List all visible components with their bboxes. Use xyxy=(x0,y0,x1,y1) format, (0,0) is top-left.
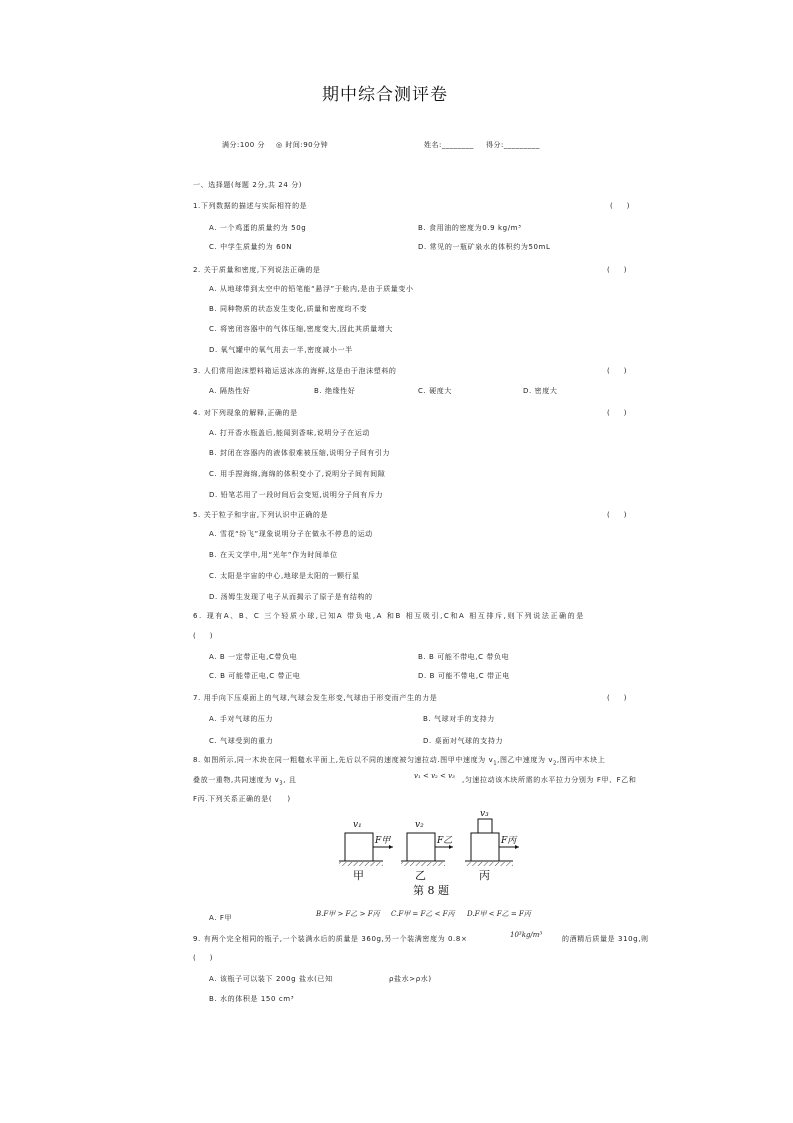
question-3: 3. 人们常用泡沫塑料箱运送冰冻的海鲜,这是由于泡沫塑料的 xyxy=(193,367,397,375)
q3-option-b: B. 绝缘性好 xyxy=(314,387,356,395)
force-label-bing: F丙 xyxy=(501,836,517,846)
weight-bing xyxy=(478,819,492,833)
q2-option-a: A. 从地球带到太空中的铅笔能“悬浮”于舱内,是由于质量变小 xyxy=(209,285,414,293)
answer-paren-9: ( ) xyxy=(193,954,213,962)
q8-text-1a: 8. 如图所示,同一木块在同一粗糙水平面上,先后以不同的速度被匀速拉动.图甲中速度为 v xyxy=(193,756,494,764)
figure-label-bing: 丙 xyxy=(479,869,490,882)
question-9-part-c: 的酒精后质量是 310g,则 xyxy=(562,935,649,943)
q8-sub-2: 2 xyxy=(553,760,557,767)
figure-label-yi: 乙 xyxy=(415,869,426,882)
q8-text-2b: , 且 xyxy=(283,776,297,784)
q8-text-1c: ,图丙中木块上 xyxy=(556,756,606,764)
q1-option-a: A. 一个鸡蛋的质量约为 50g xyxy=(209,224,307,232)
q6-option-b: B. B 可能不带电,C 带负电 xyxy=(418,653,510,661)
q8-text-1b: ,图乙中速度为 v xyxy=(497,756,554,764)
section-heading: 一、选择题(每题 2分,共 24 分) xyxy=(193,181,303,189)
figure-jia xyxy=(339,820,393,882)
ground-hatch-yi xyxy=(401,862,445,866)
q5-option-b: B. 在天文学中,用“光年”作为时间单位 xyxy=(209,551,338,559)
question-6: 6. 现有A、B、C 三个轻质小球,已知A 带负电,A 和B 相互吸引,C和A 相互排斥,则下列说法正确的是 xyxy=(193,612,585,620)
velocity-label-yi: v₂ xyxy=(415,820,424,830)
q4-option-b: B. 封闭在容器内的液体很难被压缩,说明分子间有引力 xyxy=(209,449,391,457)
q7-option-a: A. 手对气球的压力 xyxy=(209,715,274,723)
question-5: 5. 关于粒子和宇宙,下列认识中正确的是 xyxy=(193,511,329,519)
figure-yi xyxy=(401,820,453,882)
q4-option-c: C. 用手捏海绵,海绵的体积变小了,说明分子间有间隙 xyxy=(209,470,386,478)
q8-option-b: B.F甲 > F乙 > F丙 xyxy=(316,910,380,918)
ground-hatch-jia xyxy=(339,862,383,866)
answer-paren-5: ( ) xyxy=(607,511,627,519)
question-8-line-2c: ,匀速拉动该木块所需的水平拉力分别为 F甲、F乙和 xyxy=(462,776,637,784)
question-4: 4. 对下列现象的解释,正确的是 xyxy=(193,409,298,417)
question-8-line-1 xyxy=(193,755,605,766)
question-7: 7. 用手向下压桌面上的气球,气球会发生形变,气球由于形变而产生的力是 xyxy=(193,694,438,702)
q3-option-c: C. 硬度大 xyxy=(418,387,452,395)
figure-caption: 第 8 题 xyxy=(413,884,449,897)
figure-bing xyxy=(465,809,519,882)
grade-field: 得分:_________ xyxy=(486,141,540,149)
q1-option-d: D. 常见的一瓶矿泉水的体积约为50mL xyxy=(418,243,551,251)
q5-option-c: C. 太阳是宇宙的中心,地球是太阳的一颗行星 xyxy=(209,572,360,580)
q6-option-d: D. B 可能不带电,C 带正电 xyxy=(418,672,510,680)
q8-text-2a: 叠放一重物,共同速度为 v xyxy=(193,776,280,784)
q6-option-c: C. B 可能带正电,C 带正电 xyxy=(209,672,301,680)
force-label-yi: F乙 xyxy=(437,836,453,846)
answer-paren-2: ( ) xyxy=(607,266,627,274)
q8-sub-3: 3 xyxy=(279,780,284,787)
q4-option-a: A. 打开香水瓶盖后,能闻到香味,说明分子在运动 xyxy=(209,429,370,437)
answer-paren-1: ( ) xyxy=(610,202,630,210)
block-jia xyxy=(345,833,373,861)
q8-option-c: C.F甲 = F乙 < F丙 xyxy=(391,910,455,918)
question-9-part-a: 9. 有两个完全相同的瓶子,一个装满水后的质量是 360g,另一个装满密度为 0.8× xyxy=(193,935,468,943)
force-label-jia: F甲 xyxy=(375,836,391,846)
answer-paren-7: ( ) xyxy=(607,694,627,702)
q7-option-c: C. 气球受到的重力 xyxy=(209,737,274,745)
question-8-line-3: F丙.下列关系正确的是( ) xyxy=(193,795,291,803)
q8-inequality: v₁ < v₂ < v₃ xyxy=(414,772,455,780)
velocity-label-bing: v₃ xyxy=(480,809,489,819)
q8-sub-1: 1 xyxy=(493,760,498,767)
q5-option-d: D. 汤姆生发现了电子从而揭示了原子是有结构的 xyxy=(209,593,373,601)
q7-option-d: D. 桌面对气球的支持力 xyxy=(423,737,504,745)
q6-option-a: A. B 一定带正电,C带负电 xyxy=(209,653,298,661)
q3-option-d: D. 密度大 xyxy=(523,387,558,395)
q4-option-d: D. 铅笔芯用了一段时间后会变短,说明分子间有斥力 xyxy=(209,491,384,499)
score-info: 满分:100 分 xyxy=(222,141,265,149)
q2-option-c: C. 将密闭容器中的气体压缩,密度变大,因此其质量增大 xyxy=(209,325,393,333)
q1-option-b: B. 食用油的密度为0.9 kg/m³ xyxy=(418,224,522,232)
block-yi xyxy=(407,833,435,861)
q3-option-a: A. 隔热性好 xyxy=(209,387,251,395)
q9-option-b: B. 水的体积是 150 cm³ xyxy=(209,995,295,1003)
velocity-label-jia: v₁ xyxy=(353,820,362,830)
page-title: 期中综合测评卷 xyxy=(322,85,448,105)
name-field: 姓名:________ xyxy=(424,141,474,149)
block-bing xyxy=(471,833,499,861)
q7-option-b: B. 气球对手的支持力 xyxy=(423,715,495,723)
answer-paren-6: ( ) xyxy=(193,632,213,640)
q8-option-a: A. F甲 xyxy=(209,914,233,922)
q5-option-a: A. 雪花“纷飞”现象说明分子在做永不停息的运动 xyxy=(209,530,373,538)
q8-option-d: D.F甲 < F乙 = F丙 xyxy=(467,910,531,918)
answer-paren-3: ( ) xyxy=(607,367,627,375)
q9-option-a-part-1: A. 该瓶子可以装下 200g 盐水(已知 xyxy=(209,975,333,983)
question-9-unit: 10³kg/m³ xyxy=(510,931,543,939)
answer-paren-4: ( ) xyxy=(607,409,627,417)
figure-label-jia: 甲 xyxy=(353,869,364,882)
q2-option-d: D. 氧气罐中的氧气用去一半,密度减小一半 xyxy=(209,346,353,354)
question-8-line-2a xyxy=(193,775,296,786)
time-info: ◎ 时间:90分钟 xyxy=(276,141,329,149)
q2-option-b: B. 同种物质的状态发生变化,质量和密度均不变 xyxy=(209,305,368,313)
ground-hatch-bing xyxy=(465,862,513,866)
q9-option-a-part-2: ρ盐水>ρ水) xyxy=(389,975,432,983)
q8-figure xyxy=(335,805,525,900)
question-2: 2. 关于质量和密度,下列说法正确的是 xyxy=(193,266,321,274)
question-1: 1.下列数据的描述与实际相符的是 xyxy=(193,202,308,210)
q1-option-c: C. 中学生质量约为 60N xyxy=(209,243,293,251)
